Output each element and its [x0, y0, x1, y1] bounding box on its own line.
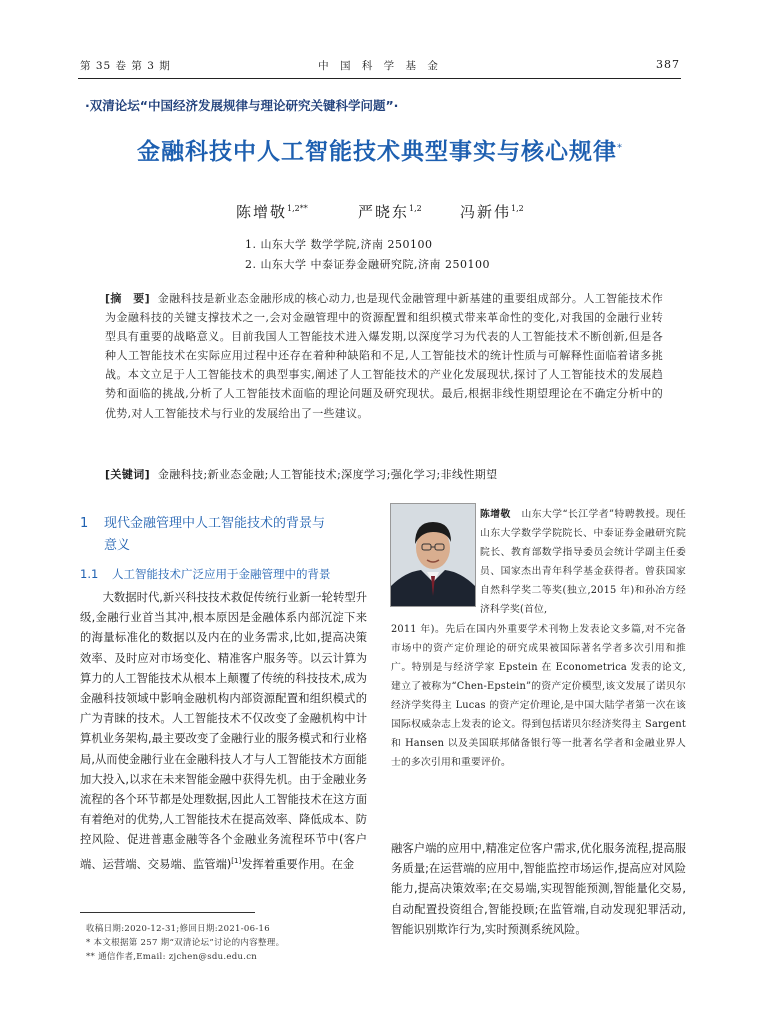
citation: [1]: [231, 856, 242, 865]
subsection-number: 1.1: [80, 567, 99, 581]
keywords-text: 金融科技;新业态金融;人工智能技术;深度学习;强化学习;非线性期望: [157, 468, 498, 481]
series-title: ·双清论坛“中国经济发展规律与理论研究关键科学问题”·: [85, 98, 399, 113]
body-paragraph: [80, 588, 367, 875]
footnote-funding: * 本文根据第 257 期“双清论坛”讨论的内容整理。: [86, 938, 285, 948]
page-number: 387: [656, 58, 680, 71]
section-title-line2: 意义: [104, 538, 131, 553]
footnote-received: 收稿日期:2020-12-31;修回日期:2021-06-16: [86, 924, 270, 934]
journal-name: 中 国 科 学 基 金: [318, 60, 442, 72]
footnote-correspondence: ** 通信作者,Email: zjchen@sdu.edu.cn: [86, 952, 258, 962]
bio-author-name: 陈增敬: [480, 509, 511, 520]
keywords-label: [关键词]: [105, 468, 151, 481]
author-1: [236, 201, 308, 222]
author-2: [358, 201, 422, 222]
author-3: [460, 201, 524, 222]
header-rule: [78, 78, 681, 79]
author-bio-continued: 2011 年)。先后在国内外重要学术刊物上发表论文多篇,对不完备市场中的资产定价理论的研究成果被国际著名学者多次引用和推广。特别是与经济学家 Epstein 在 Econometrica 发表的论文,建立了被称为“Chen-Epstein”的资产定价模型,该文发展了诺贝尔经济学奖得主 Lucas 的资产定价理论,是中国大陆学者第一次在该国际权威杂志上发表的论文。得到包括诺贝尔经济奖得主 Sargent 和 Hansen 以及美国联邦储备银行等一批著名学者和金融业界人士的多次引用和重要评价。: [391, 624, 686, 768]
abstract: [105, 289, 663, 423]
subsection-heading: [80, 566, 331, 582]
affiliation-1: 1. 山东大学 数学学院,济南 250100: [245, 238, 433, 251]
author-sup: 1,2: [511, 204, 524, 213]
subsection-title: 人工智能技术广泛应用于金融管理中的背景: [112, 567, 331, 581]
affiliation-2: 2. 山东大学 中泰证券金融研究院,济南 250100: [245, 258, 490, 271]
abstract-label: [摘 要]: [105, 292, 150, 305]
author-portrait-icon: [391, 504, 475, 606]
author-name: 严晓东: [358, 203, 410, 221]
title-footnote-mark: *: [617, 142, 623, 154]
article-title-text: 金融科技中人工智能技术典型事实与核心规律: [137, 139, 617, 165]
article-title: [0, 133, 760, 166]
keywords: [105, 466, 498, 482]
section-heading: [80, 513, 380, 557]
author-bio: [480, 505, 686, 619]
body-left-column: [80, 588, 367, 875]
abstract-text: 金融科技是新业态金融形成的核心动力,也是现代金融管理中新基建的重要组成部分。人工智能技术作为金融科技的关键支撑技术之一,会对金融管理中的资源配置和组织模式带来革命性的变化,对我国的金融行业转型具有重要的战略意义。目前我国人工智能技术进入爆发期,以深度学习为代表的人工智能技术不断创新,但是各种人工智能技术在实际应用过程中还存在着种种缺陷和不足,人工智能技术的统计性质与可解释性面临着诸多挑战。本文立足于人工智能技术的典型事实,阐述了人工智能技术的产业化发展现状,探讨了人工智能技术的发展趋势和面临的挑战,分析了人工智能技术面临的理论问题及研究现状。最后,根据非线性期望理论在不确定分析中的优势,对人工智能技术与行业的发展给出了一些建议。: [105, 292, 664, 420]
author-sup: 1,2: [409, 204, 422, 213]
bio-text: 山东大学“长江学者”特聘教授。现任山东大学数学学院院长、中泰证券金融研究院院长、教育部数学指导委员会统计学副主任委员、国家杰出青年科学基金获得者。曾获国家自然科学奖二等奖(独立,2015 年)和孙冶方经济科学奖(首位,: [480, 509, 686, 615]
author-photo: [390, 503, 476, 607]
body-text: 大数据时代,新兴科技技术救促传统行业新一轮转型升级,金融行业首当其冲,根本原因是金融体系内部沉淀下来的海量标准化的数据以及内在的业务需求,比如,提高决策效率、及时应对市场变化、精准客户服务等。以云计算为算力的人工智能技术从根本上颠覆了传统的科技技术,成为金融科技领域中影响金融机构内部资源配置和组织模式的广为青睐的技术。人工智能技术不仅改变了金融机构中计算机业务架构,最主要改变了金融行业的服务模式和行业格局,从而使金融行业在金融科技人才与人工智能技术方面能加大投入,以求在未来智能金融中获得先机。由于金融业务流程的各个环节都是处理数据,因此人工智能技术在这方面有着绝对的优势,人工智能技术在提高效率、降低成本、防控风险、促进普惠金融等各个金融业务流程环节中(客户端、运营端、交易端、监管端): [80, 591, 367, 871]
volume-issue: 第 35 卷 第 3 期: [80, 60, 171, 72]
section-number: 1: [80, 516, 89, 531]
body-right-column: 融客户端的应用中,精准定位客户需求,优化服务流程,提高服务质量;在运营端的应用中,智能监控市场运作,提高应对风险能力,提高决策效率;在交易端,实现智能预测,智能量化交易,自动配置投资组合,智能投顾;在监管端,自动发现犯罪活动,智能识别欺诈行为,实时预测系统风险。: [391, 842, 686, 936]
author-sup: 1,2**: [287, 204, 308, 213]
author-name: 冯新伟: [460, 203, 512, 221]
footnote-rule: [80, 912, 255, 913]
section-title-line1: 现代金融管理中人工智能技术的背景与: [104, 516, 326, 531]
author-name: 陈增敬: [236, 203, 288, 221]
body-text: 发挥着重要作用。在金: [241, 857, 355, 871]
